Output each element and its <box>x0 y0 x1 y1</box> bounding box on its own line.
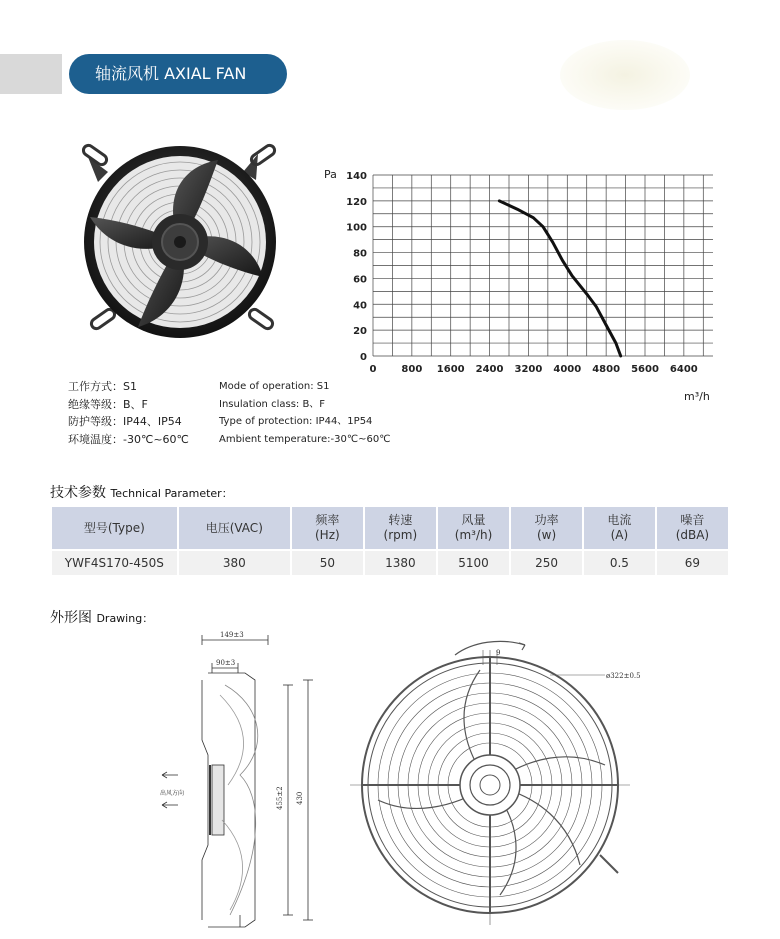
x-tick-label: 800 <box>401 364 423 375</box>
dim-height-inner-label: 430 <box>296 791 304 805</box>
x-tick-label: 0 <box>369 364 377 375</box>
x-tick-label: 2400 <box>475 364 504 375</box>
airflow-direction-label: 出风方向 <box>160 790 185 797</box>
chart-x-ticks <box>370 364 698 375</box>
chart-grid <box>373 175 713 356</box>
y-tick-label: 140 <box>346 171 367 182</box>
technical-drawing <box>150 625 770 935</box>
dim-depth-label: 149±3 <box>220 631 244 639</box>
performance-chart <box>318 160 738 405</box>
x-tick-label: 4000 <box>553 364 582 375</box>
dim-diameter-label: ø322±0.5 <box>606 672 641 680</box>
table-header-row <box>52 507 728 549</box>
spec-en-row: Ambient temperature:-30℃~60℃ <box>219 433 391 445</box>
tech-section-title: 技术参数 Technical Parameter： <box>50 485 233 501</box>
dim-height-outer-label: 455±2 <box>276 786 284 810</box>
x-tick-label: 6400 <box>669 364 698 375</box>
spec-en-row: Type of protection: IP44、1P54 <box>219 416 373 427</box>
decorative-glow <box>560 40 690 110</box>
spec-en-row: Mode of operation: S1 <box>219 381 330 392</box>
y-tick-label: 80 <box>353 248 367 260</box>
spec-cn-row: 工作方式：S1 <box>68 380 137 393</box>
table-header: 转速 (rpm) <box>365 507 436 549</box>
table-header: 电流 (A) <box>584 507 655 549</box>
table-header: 电压(VAC) <box>179 507 290 549</box>
chart-y-ticks <box>346 171 367 363</box>
cell-voltage: 380 <box>179 549 290 575</box>
y-tick-label: 20 <box>353 326 367 338</box>
cell-current: 0.5 <box>584 549 655 575</box>
table-header: 噪音 (dBA) <box>657 507 728 549</box>
spec-cn-row: 绝缘等级：B、F <box>68 397 148 411</box>
spec-cn-row: 环境温度：-30℃~60℃ <box>68 432 189 446</box>
chart-y-label: Pa <box>324 168 337 181</box>
cell-airflow: 5100 <box>438 549 509 575</box>
y-tick-label: 60 <box>353 274 367 286</box>
table-header: 频率 (Hz) <box>292 507 363 549</box>
specs-chinese <box>68 378 189 448</box>
fan-product-photo <box>68 142 293 352</box>
dim-offset-label: 90±3 <box>216 659 236 667</box>
y-tick-label: 100 <box>346 222 367 234</box>
left-tab-block <box>0 54 62 94</box>
drawing-section-title: 外形图 Drawing： <box>50 610 154 626</box>
cell-frequency: 50 <box>292 549 363 575</box>
specs-english <box>219 378 390 448</box>
y-tick-label: 0 <box>360 352 367 363</box>
table-header: 型号(Type) <box>52 507 177 549</box>
table-header: 功率 (w) <box>511 507 582 549</box>
x-tick-label: 4800 <box>592 364 621 375</box>
spec-cn-row: 防护等级：IP44、IP54 <box>68 415 182 428</box>
spec-en-row: Insulation class: B、F <box>219 398 326 410</box>
chart-x-label: m³/h <box>684 390 710 403</box>
y-tick-label: 40 <box>353 300 367 312</box>
cell-type: YWF4S170-450S <box>52 549 177 575</box>
tech-parameter-table <box>50 507 730 575</box>
y-tick-label: 120 <box>346 196 367 208</box>
table-header: 风量 (m³/h) <box>438 507 509 549</box>
cell-noise: 69 <box>657 549 728 575</box>
cell-power: 250 <box>511 549 582 575</box>
cell-speed: 1380 <box>365 549 436 575</box>
dim-slot-label: 9 <box>496 649 501 657</box>
x-tick-label: 1600 <box>436 364 465 375</box>
page-title: 轴流风机 AXIAL FAN <box>69 54 287 94</box>
x-tick-label: 3200 <box>514 364 543 375</box>
table-row <box>52 549 728 575</box>
x-tick-label: 5600 <box>631 364 659 375</box>
